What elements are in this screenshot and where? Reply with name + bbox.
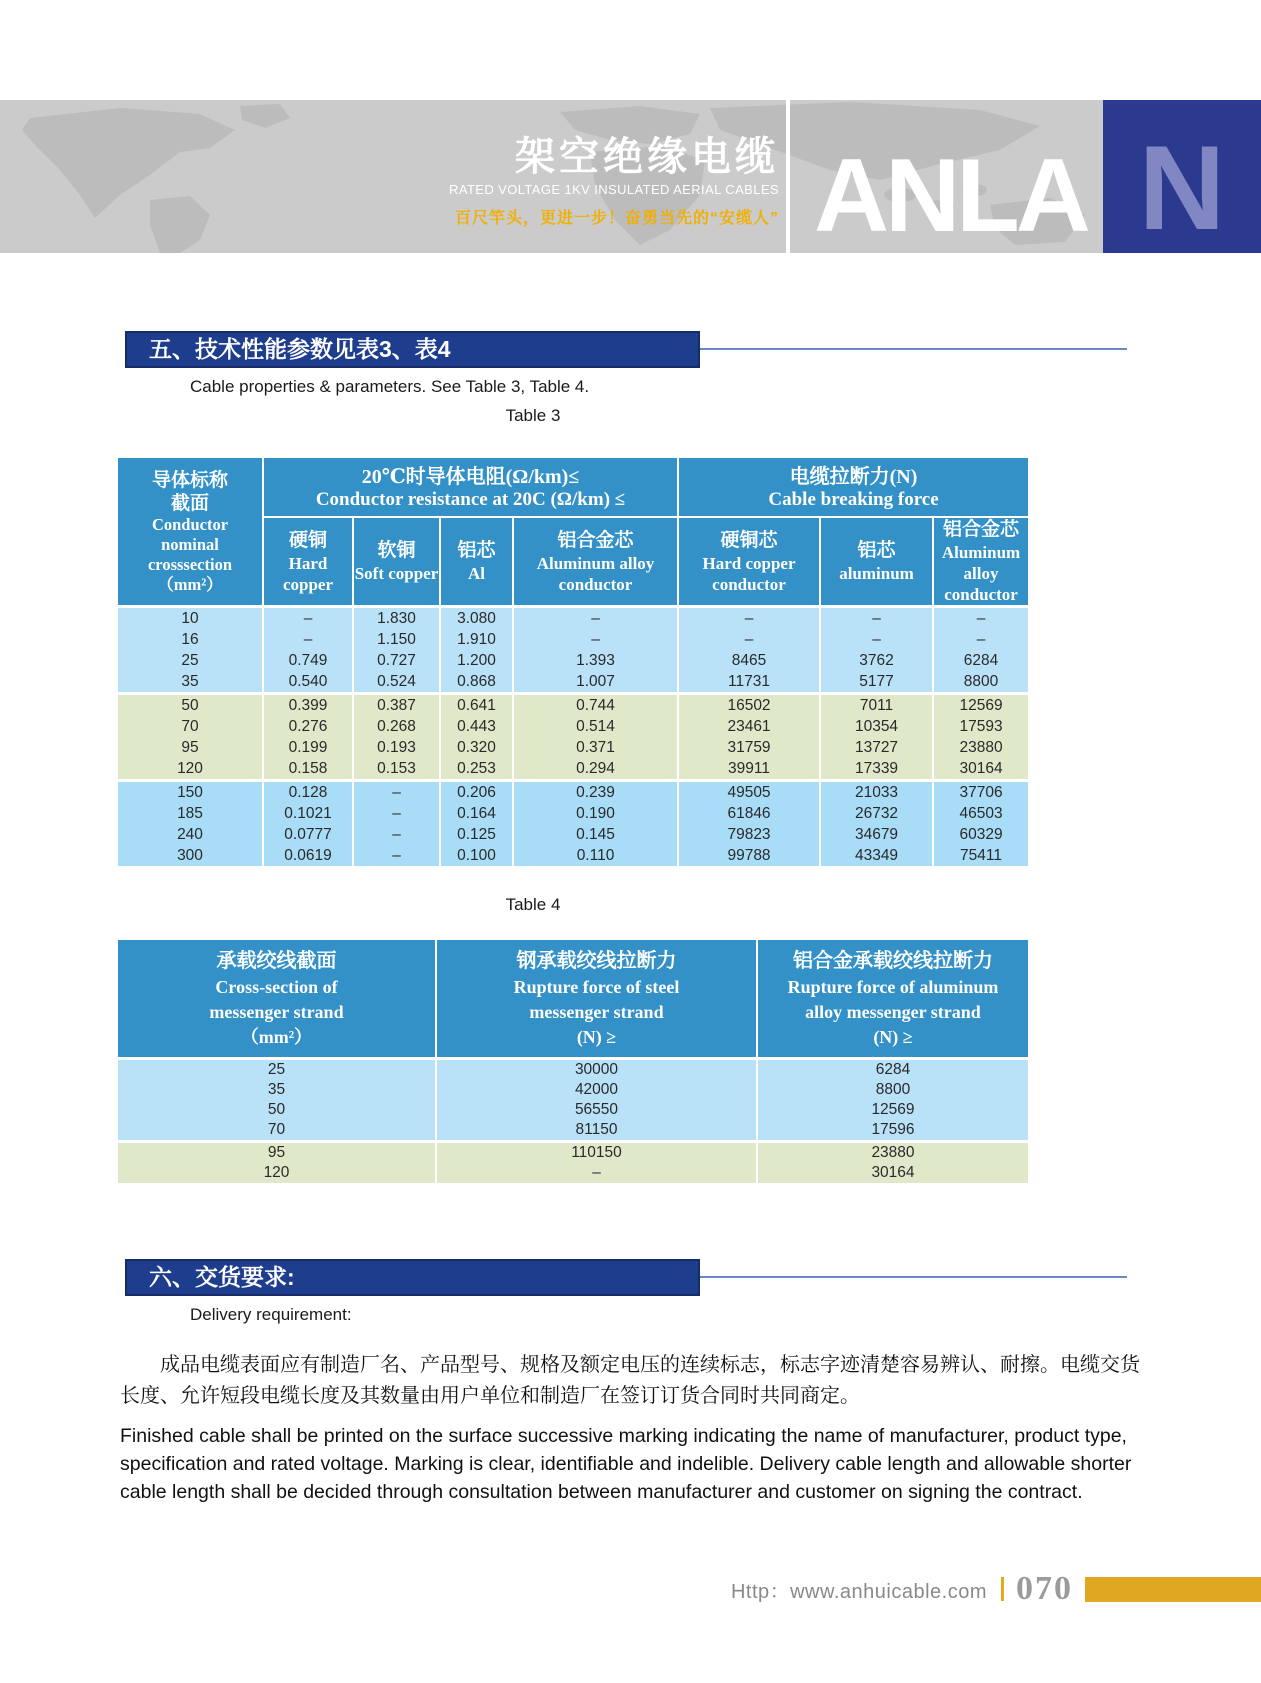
footer-page-number: 070 [1016, 1570, 1073, 1607]
table-row: 150 0.128 – 0.206 0.239 49505 21033 37706 [118, 781, 1028, 804]
table-row: 70 81150 17596 [118, 1120, 1028, 1142]
section5-title-bar: 五、技术性能参数见表3、表4 [125, 331, 700, 368]
table-row: 95 110150 23880 [118, 1142, 1028, 1164]
delivery-paragraph-zh: 成品电缆表面应有制造厂名、产品型号、规格及额定电压的连续标志，标志字迹清楚容易辨认、耐擦。电缆交货长度、允许短段电缆长度及其数量由用户单位和制造厂在签订订货合同时共同商定。 [120, 1354, 1140, 1407]
section5-subtitle: Cable properties & parameters. See Table 3, Table 4. [190, 377, 590, 396]
table-row: 50 0.399 0.387 0.641 0.744 16502 7011 12569 [118, 694, 1028, 717]
t4-col-steel-rupture: 钢承载绞线拉断力 Rupture force of steel messenger strand (N) ≥ [436, 940, 757, 1059]
t3-col-bf-aluminum: 铝芯 aluminum [820, 517, 933, 607]
brand-logo-anla: ANLA [814, 138, 1087, 253]
delivery-paragraph-en: Finished cable shall be printed on the surface successive marking indicating the name of manufacturer, product type, specification and rated voltage. Marking is clear, identifiable and indelible. Delivery cable length and allowable shorter cable length shall be decided through consultation between manufacturer and customer on signing the contract. [120, 1425, 1132, 1503]
header-slogan: 百尺竿头，更进一步！奋勇当先的“安缆人” [454, 210, 779, 227]
section6-subtitle: Delivery requirement: [190, 1305, 352, 1324]
table-row: 25 30000 6284 [118, 1059, 1028, 1081]
table-row: 10 – 1.830 3.080 – – – – [118, 607, 1028, 630]
t3-group-breaking-force: 电缆拉断力(N) Cable breaking force [678, 458, 1028, 517]
t3-col-bf-al-alloy: 铝合金芯 Aluminum alloy conductor [933, 517, 1028, 607]
table-row: 35 0.540 0.524 0.868 1.007 11731 5177 8800 [118, 671, 1028, 694]
table-row: 120 – 30164 [118, 1163, 1028, 1183]
header-subtitle-en: RATED VOLTAGE 1KV INSULATED AERIAL CABLES [449, 182, 779, 197]
t4-col-cross-section: 承载绞线截面 Cross-section of messenger strand （mm²） [118, 940, 436, 1059]
table-row: 120 0.158 0.153 0.253 0.294 39911 17339 30164 [118, 758, 1028, 781]
table-row: 70 0.276 0.268 0.443 0.514 23461 10354 17593 [118, 716, 1028, 737]
table-row: 50 56550 12569 [118, 1100, 1028, 1120]
brand-logo-n-box [1103, 100, 1261, 253]
section6-rule [700, 1276, 1127, 1278]
t3-col-al-alloy: 铝合金芯 Aluminum alloy conductor [513, 517, 678, 607]
t3-col-soft-copper: 软铜 Soft copper [353, 517, 440, 607]
table4 [118, 940, 1028, 1183]
header-title-zh: 架空绝缘电缆 [515, 135, 779, 179]
brand-logo-n-letter: N [1138, 120, 1226, 253]
t3-col-hard-copper: 硬铜 Hard copper [263, 517, 353, 607]
t3-corner-header: 导体标称 截面 Conductor nominal crosssection （mm²） [118, 458, 263, 607]
page-footer [600, 1570, 1261, 1607]
footer-gold-bar [1085, 1577, 1261, 1602]
t3-col-aluminum: 铝芯 Al [440, 517, 513, 607]
t4-col-alloy-rupture: 铝合金承载绞线拉断力 Rupture force of aluminum alloy messenger strand (N) ≥ [757, 940, 1028, 1059]
table-row: 240 0.0777 – 0.125 0.145 79823 34679 60329 [118, 824, 1028, 845]
footer-website-url: Http：www.anhuicable.com [730, 1580, 987, 1603]
page-header [0, 100, 1261, 253]
footer-gold-separator [1001, 1577, 1004, 1601]
table-row: 95 0.199 0.193 0.320 0.371 31759 13727 23880 [118, 737, 1028, 758]
t3-group-resistance: 20℃时导体电阻(Ω/km)≤ Conductor resistance at 20C (Ω/km) ≤ [263, 458, 678, 517]
section6-title-bar: 六、交货要求: [125, 1259, 700, 1296]
table4-label: Table 4 [505, 895, 561, 914]
t3-col-bf-hard-copper: 硬铜芯 Hard copper conductor [678, 517, 820, 607]
table-row: 185 0.1021 – 0.164 0.190 61846 26732 46503 [118, 803, 1028, 824]
section5-rule [700, 348, 1127, 350]
table-row: 16 – 1.150 1.910 – – – – [118, 629, 1028, 650]
header-divider [786, 100, 790, 253]
table3 [118, 458, 1028, 866]
header-title-block [449, 134, 779, 228]
table3-label: Table 3 [505, 406, 561, 425]
table-row: 25 0.749 0.727 1.200 1.393 8465 3762 6284 [118, 650, 1028, 671]
table-row: 35 42000 8800 [118, 1080, 1028, 1100]
table-row: 300 0.0619 – 0.100 0.110 99788 43349 75411 [118, 845, 1028, 866]
